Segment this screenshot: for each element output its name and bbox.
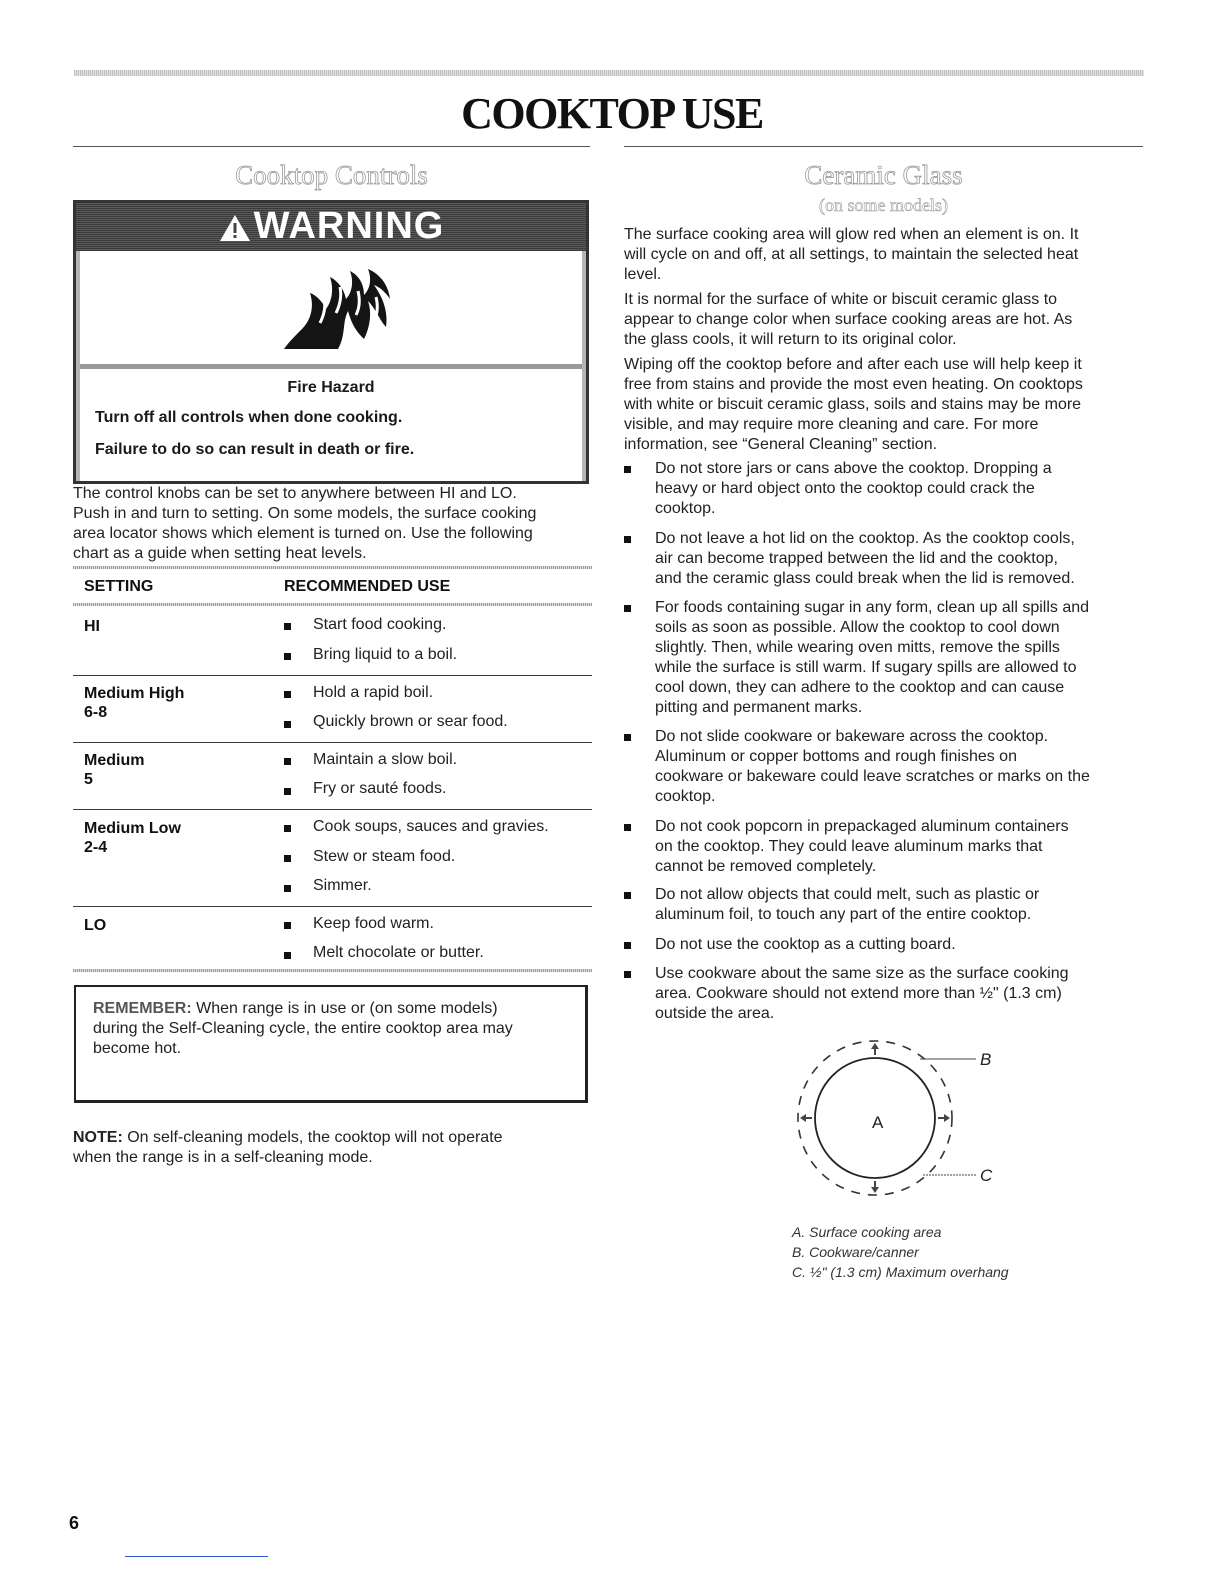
list-item: Do not store jars or cans above the cooktop. Dropping a heavy or hard object onto the cooktop could crack the cooktop.: [655, 460, 1052, 517]
table-use: Cook soups, sauces and gravies.: [313, 818, 549, 835]
section-subtitle: (on some models): [819, 195, 948, 215]
section-title-cooktop-controls: Cooktop Controls: [235, 160, 428, 190]
remember-box: REMEMBER: When range is in use or (on some models) during the Self-Cleaning cycle, the entire cooktop area may become hot.: [74, 985, 588, 1103]
list-item: Do not slide cookware or bakeware across the cooktop. Aluminum or copper bottoms and rough finishes on cookware or bakeware could leave scratches or marks on the cooktop.: [655, 728, 1090, 805]
bullet-icon: [624, 824, 631, 831]
bullet-icon: [284, 653, 291, 660]
table-use: Hold a rapid boil.: [313, 684, 434, 701]
right-column-rule: [624, 146, 1143, 147]
bullet-icon: [284, 758, 291, 765]
ceramic-paragraph-1: The surface cooking area will glow red when an element is on. It will cycle on and off, at all settings, to maintain the selected heat level.: [624, 226, 1079, 283]
warning-hazard: Fire Hazard: [287, 379, 375, 396]
bullet-icon: [624, 942, 631, 949]
table-header-setting: SETTING: [84, 578, 154, 595]
label-c: C: [980, 1166, 993, 1185]
warning-line-1: Turn off all controls when done cooking.: [95, 409, 403, 426]
bullet-icon: [284, 922, 291, 929]
table-setting: HI: [84, 618, 100, 635]
bullet-icon: [624, 605, 631, 612]
table-setting: Medium 5: [84, 752, 145, 788]
top-rule: [74, 70, 1144, 76]
ceramic-paragraph-2: It is normal for the surface of white or biscuit ceramic glass to appear to change color when surface cooking areas are hot. As the glass cools, it will return to its original color.: [624, 291, 1073, 348]
left-column-rule: [73, 146, 590, 147]
warning-box: [73, 200, 589, 484]
ceramic-paragraph-3: Wiping off the cooktop before and after each use will help keep it free from stains and provide the most even heating. On cooktops with white or biscuit ceramic glass, soils and stains may be more visible, and may require more cleaning and care. For more information, see “General Cleaning” section.: [624, 356, 1083, 453]
table-use: Stew or steam food.: [313, 848, 456, 865]
fire-icon: [276, 265, 396, 355]
table-use: Melt chocolate or butter.: [313, 944, 484, 961]
caption-b: B. Cookware/canner: [792, 1244, 919, 1260]
footer-link-line: [125, 1556, 268, 1557]
page-title: COOKTOP USE: [461, 89, 763, 138]
table-use: Bring liquid to a boil.: [313, 646, 458, 663]
table-setting: Medium High 6-8: [84, 685, 185, 721]
controls-intro: The control knobs can be set to anywhere between HI and LO. Push in and turn to setting. On some models, the surface cooking area locator shows which element is turned on. Use the following chart as a guide when setting heat levels.: [73, 485, 537, 562]
table-use: Simmer.: [313, 877, 372, 894]
bullet-icon: [624, 734, 631, 741]
table-use: Fry or sauté foods.: [313, 780, 447, 797]
bullet-icon: [284, 623, 291, 630]
bullet-icon: [624, 892, 631, 899]
note-label: NOTE:: [73, 1129, 123, 1146]
table-use: Keep food warm.: [313, 915, 434, 932]
caption-c: C. ½" (1.3 cm) Maximum overhang: [792, 1264, 1009, 1280]
list-item: Do not allow objects that could melt, such as plastic or aluminum foil, to touch any part of the entire cooktop.: [655, 886, 1040, 923]
warning-banner: [76, 203, 586, 251]
bullet-icon: [284, 855, 291, 862]
bullet-icon: [284, 952, 291, 959]
bullet-icon: [624, 971, 631, 978]
bullet-icon: [284, 721, 291, 728]
bullet-icon: [284, 691, 291, 698]
table-use: Maintain a slow boil.: [313, 751, 458, 768]
table-use: Quickly brown or sear food.: [313, 713, 508, 730]
remember-label: REMEMBER:: [93, 1000, 192, 1017]
bullet-icon: [624, 536, 631, 543]
list-item: Do not cook popcorn in prepackaged aluminum containers on the cooktop. They could leave aluminum marks that cannot be removed completely.: [655, 818, 1069, 875]
warning-label: WARNING: [253, 205, 445, 247]
table-use: Start food cooking.: [313, 616, 447, 633]
bullet-icon: [284, 885, 291, 892]
table-setting: Medium Low 2-4: [84, 820, 181, 856]
label-a: A: [872, 1113, 884, 1132]
bullet-icon: [284, 788, 291, 795]
note-paragraph: NOTE: On self-cleaning models, the cooktop will not operate when the range is in a self-cleaning mode.: [73, 1129, 503, 1166]
warning-triangle-icon: [218, 213, 252, 243]
cookware-overhang-diagram: [780, 1035, 1010, 1210]
list-item: Use cookware about the same size as the surface cooking area. Cookware should not extend more than ½" (1.3 cm) outside the area.: [655, 965, 1069, 1022]
label-b: B: [980, 1050, 992, 1069]
list-item: For foods containing sugar in any form, clean up all spills and soils as soon as possible. Allow the cooktop to cool down slightly. Then, while wearing oven mitts, remove the spills while the surface is still warm. If sugary spills are allowed to cool down, they can adhere to the cooktop and can cause pitting and permanent marks.: [655, 599, 1090, 716]
section-title-ceramic-glass: Ceramic Glass: [804, 160, 963, 190]
bullet-icon: [624, 466, 631, 473]
bullet-icon: [284, 825, 291, 832]
warning-line-2: Failure to do so can result in death or fire.: [95, 441, 415, 458]
list-item: Do not leave a hot lid on the cooktop. As the cooktop cools, air can become trapped between the lid and the cooktop, and the ceramic glass could break when the lid is removed.: [655, 530, 1075, 587]
table-header-use: RECOMMENDED USE: [284, 578, 451, 595]
list-item: Do not use the cooktop as a cutting board.: [655, 936, 956, 953]
caption-a: A. Surface cooking area: [792, 1224, 942, 1240]
page-number: 6: [69, 1513, 80, 1533]
table-setting: LO: [84, 917, 107, 934]
